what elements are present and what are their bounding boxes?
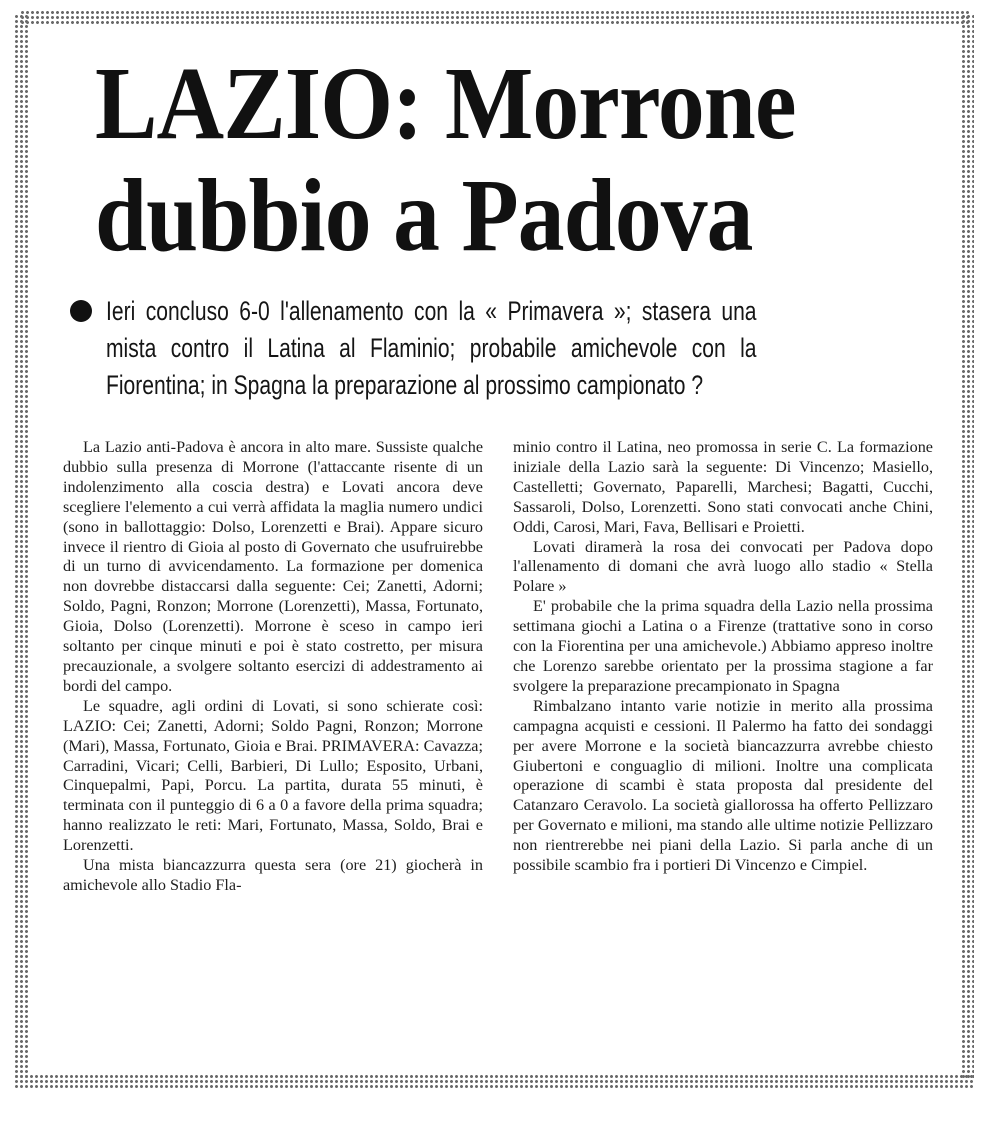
subheadline-text: Ieri concluso 6-0 l'allenamento con la « Primavera »; stasera una mista contro il Latina al Flaminio; probabile amichevole con la Fiorentina; in Spagna la preparazione al prossimo campionato ? [106, 296, 757, 400]
bullet-icon [70, 300, 92, 322]
halftone-border-right [961, 14, 974, 1078]
headline-line-2: dubbio a Padova [95, 158, 753, 273]
paragraph: La Lazio anti-Padova è ancora in alto mare. Sussiste qualche dubbio sulla presenza di Morrone (l'attaccante risente di un indolenzimento alla coscia destra) e Lovati ancora deve scegliere l'elemento a cui verrà affidata la maglia numero undici (sono in ballottaggio: Dolso, Lorenzetti e Brai). Appare sicuro invece il rientro di Gioia al posto di Governato che usufruirebbe di un turno di avvicendamento. La formazione per domenica non dovrebbe distaccarsi dalla seguente: Cei; Zanetti, Adorni; Soldo, Pagni, Ronzon; Morrone (Lorenzetti), Massa, Fortunato, Gioia, Dolso (Lorenzetti). Morrone è sceso in campo ieri soltanto per cinque minuti e poi è stato costretto, per misura precauzionale, a svolgere soltanto esercizi di addestramento ai bordi del campo. [63, 438, 483, 695]
column-right [513, 438, 933, 896]
article-body [63, 438, 933, 896]
headline [95, 48, 833, 272]
paragraph: Una mista biancazzurra questa sera (ore 21) giocherà in amichevole allo Stadio Fla- [63, 856, 483, 894]
headline-line-1: LAZIO: Morrone [95, 46, 796, 161]
halftone-border-top [20, 10, 970, 24]
column-left [63, 438, 483, 896]
paragraph: E' probabile che la prima squadra della Lazio nella prossima settimana giochi a Latina o a Firenze (trattative sono in corso con la Fiorentina per una amichevole.) Abbiamo appreso inoltre che Lorenzo sarebbe orientato per la prossima stagione a far svolgere la preparazione precampionato in Spagna [513, 597, 933, 695]
paragraph: minio contro il Latina, neo promossa in serie C. La formazione iniziale della Lazio sarà la seguente: Di Vincenzo; Masiello, Castelletti; Governato, Paparelli, Marchesi; Bagatti, Cucchi, Sassaroli, Dolso, Lorenzetti. Sono stati convocati anche Chini, Oddi, Carosi, Mari, Fava, Bellisari e Proietti. [513, 438, 933, 536]
subheadline [70, 293, 940, 404]
paragraph: Rimbalzano intanto varie notizie in merito alla prossima campagna acquisti e cessioni. Il Palermo ha fatto dei sondaggi per avere Morrone e la società biancazzurra avrebbe chiesto Giubertoni e conguaglio di milioni. Inoltre una complicata operazione di scambi è stata proposta dal presidente del Catanzaro Ceravolo. La società giallorossa ha offerto Pellizzaro per Governato e milioni, ma stando alle ultime notizie Pellizzaro non rientrerebbe nei piani della Lazio. Si parla anche di un possibile scambio fra i portieri Di Vincenzo e Cimpiel. [513, 696, 933, 875]
halftone-border-left [14, 14, 30, 1078]
paragraph: Le squadre, agli ordini di Lovati, si sono schierate così: LAZIO: Cei; Zanetti, Adorni; Soldo Pagni, Ronzon; Morrone (Mari), Massa, Fortunato, Gioia e Brai. PRIMAVERA: Cavazza; Carradini, Vicari; Celli, Barbieri, Di Lullo; Esposito, Urbani, Cinquepalmi, Papi, Porcu. La partita, durata 55 minuti, è terminata con il punteggio di 6 a 0 a favore della prima squadra; hanno realizzato le reti: Mari, Fortunato, Massa, Soldo, Brai e Lorenzetti. [63, 696, 483, 855]
paragraph: Lovati diramerà la rosa dei convocati per Padova dopo l'allenamento di domani che avrà luogo allo stadio « Stella Polare » [513, 537, 933, 596]
halftone-border-bottom [14, 1074, 974, 1090]
